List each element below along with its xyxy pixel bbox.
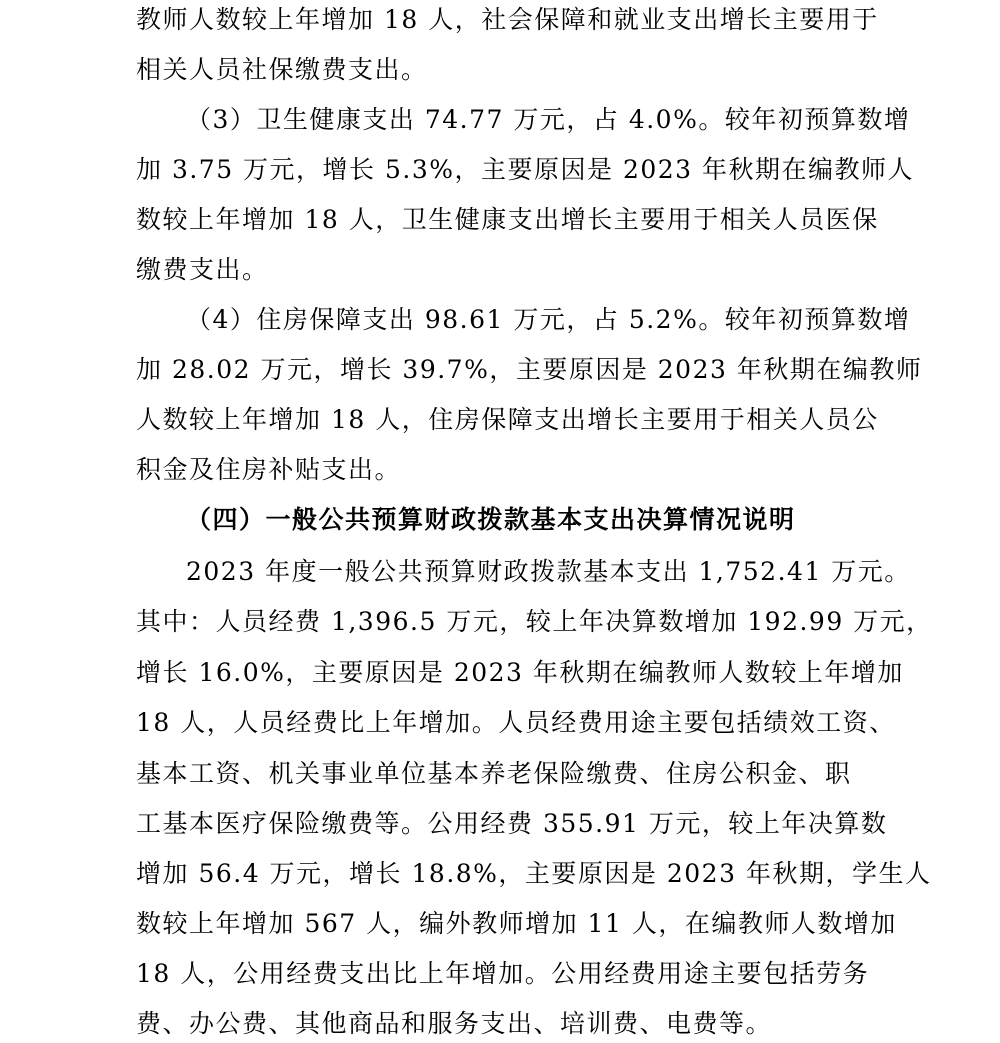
section-heading: （四）一般公共预算财政拨款基本支出决算情况说明 [186, 505, 796, 534]
paragraph-line: 缴费支出。 [136, 255, 269, 284]
paragraph-line: 增长 16.0%，主要原因是 2023 年秋期在编教师人数较上年增加 [136, 658, 904, 687]
paragraph-line: 人数较上年增加 18 人，住房保障支出增长主要用于相关人员公 [136, 405, 879, 434]
paragraph-line: 费、办公费、其他商品和服务支出、培训费、电费等。 [136, 1009, 773, 1038]
paragraph-line: 增加 56.4 万元，增长 18.8%，主要原因是 2023 年秋期，学生人 [136, 859, 932, 888]
paragraph-line: 相关人员社保缴费支出。 [136, 55, 428, 84]
paragraph-line: 加 28.02 万元，增长 39.7%，主要原因是 2023 年秋期在编教师 [136, 355, 923, 384]
paragraph-line: （3）卫生健康支出 74.77 万元，占 4.0%。较年初预算数增 [186, 105, 911, 134]
paragraph-line: （4）住房保障支出 98.61 万元，占 5.2%。较年初预算数增 [186, 305, 911, 334]
paragraph-line: 基本工资、机关事业单位基本养老保险缴费、住房公积金、职 [136, 759, 852, 788]
paragraph-line: 积金及住房补贴支出。 [136, 455, 402, 484]
paragraph-line: 教师人数较上年增加 18 人，社会保障和就业支出增长主要用于 [136, 5, 879, 34]
paragraph-line: 2023 年度一般公共预算财政拨款基本支出 1,752.41 万元。 [186, 557, 911, 586]
paragraph-line: 18 人，人员经费比上年增加。人员经费用途主要包括绩效工资、 [136, 708, 896, 737]
paragraph-line: 工基本医疗保险缴费等。公用经费 355.91 万元，较上年决算数 [136, 809, 888, 838]
paragraph-line: 其中：人员经费 1,396.5 万元，较上年决算数增加 192.99 万元， [136, 607, 933, 636]
paragraph-line: 数较上年增加 567 人，编外教师增加 11 人，在编教师人数增加 [136, 909, 897, 938]
paragraph-line: 数较上年增加 18 人，卫生健康支出增长主要用于相关人员医保 [136, 205, 879, 234]
paragraph-line: 18 人，公用经费支出比上年增加。公用经费用途主要包括劳务 [136, 959, 870, 988]
paragraph-line: 加 3.75 万元，增长 5.3%，主要原因是 2023 年秋期在编教师人 [136, 155, 915, 184]
